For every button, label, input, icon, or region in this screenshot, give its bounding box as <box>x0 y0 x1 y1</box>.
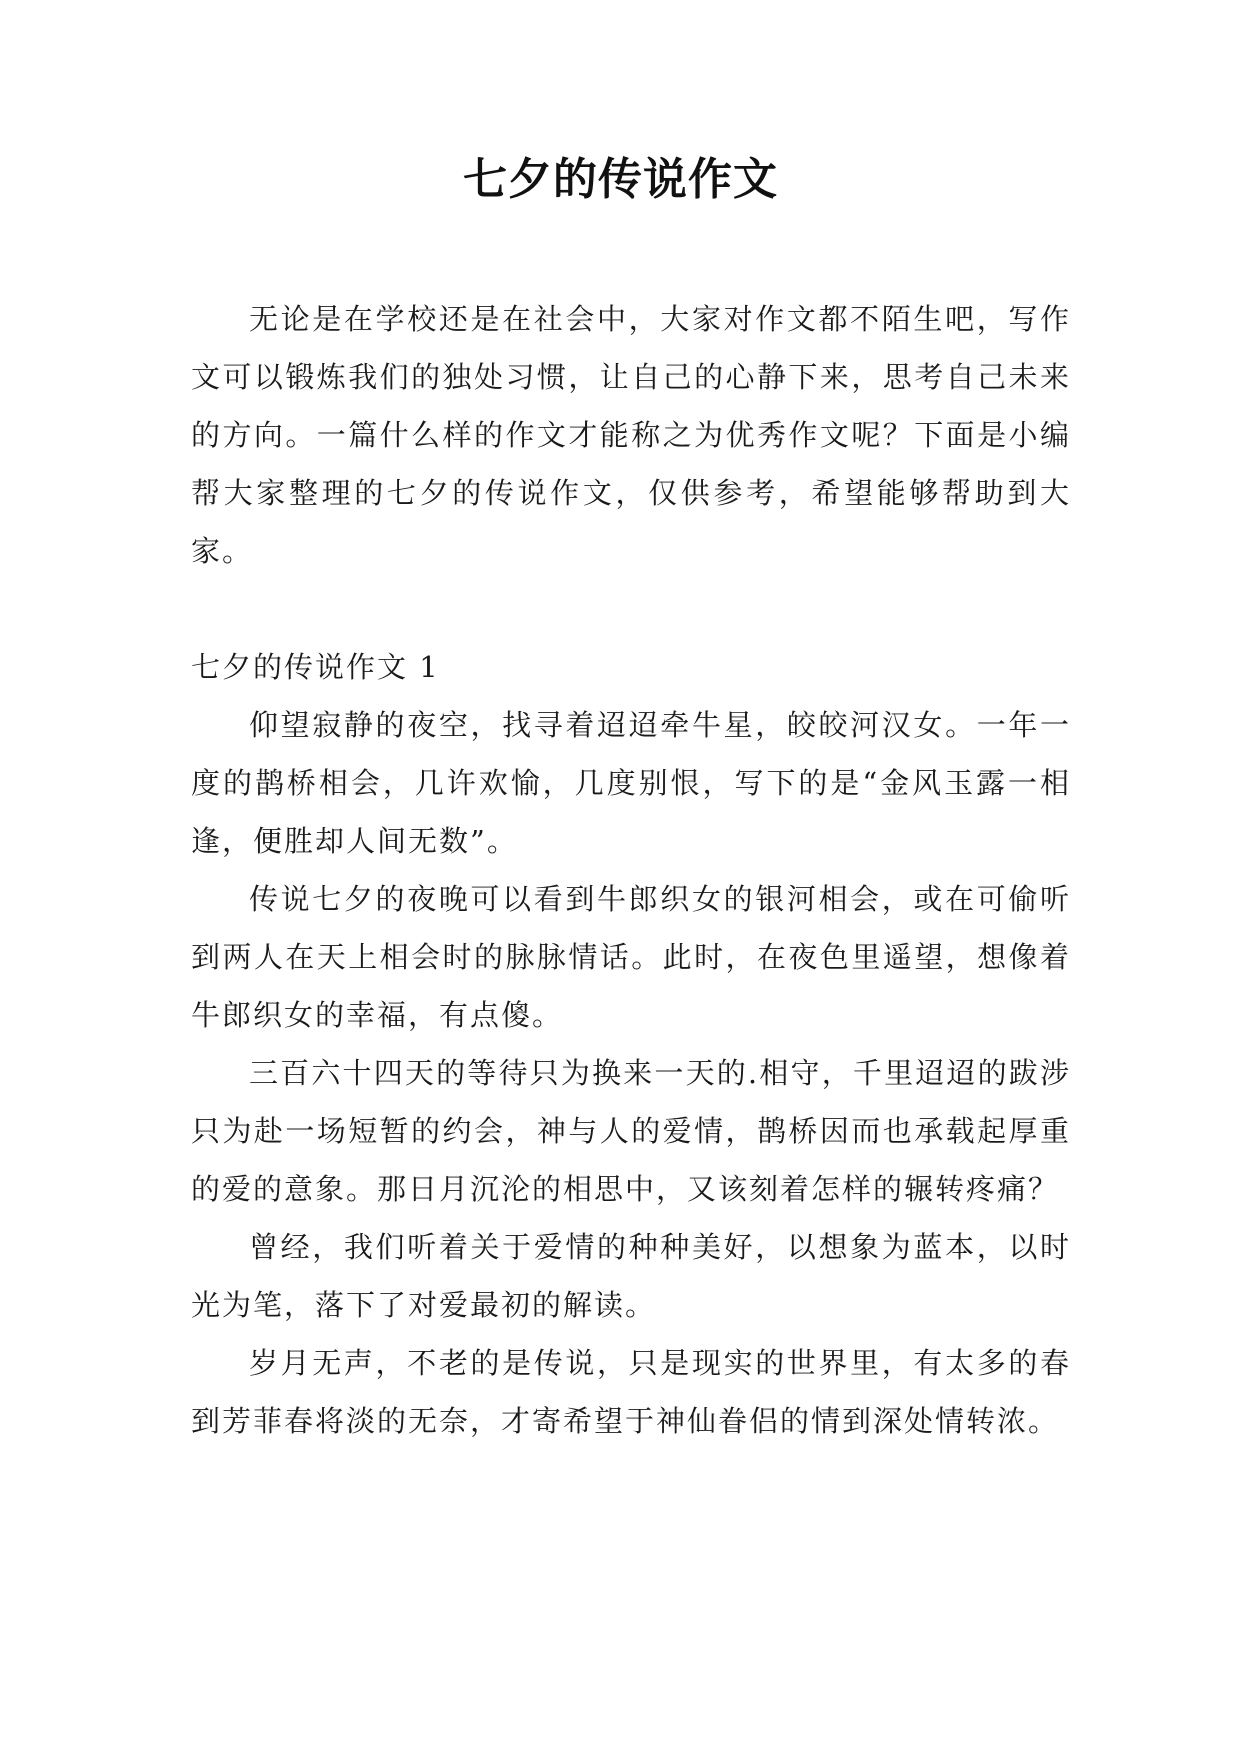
intro-paragraph: 无论是在学校还是在社会中，大家对作文都不陌生吧，写作文可以锻炼我们的独处习惯，让自己的心静下来，思考自己未来的方向。一篇什么样的作文才能称之为优秀作文呢？下面是小编帮大家整理的七夕的传说作文，仅供参考，希望能够帮助到大家。 <box>191 302 1071 568</box>
section-heading: 七夕的传说作文 1 <box>191 650 440 684</box>
body-paragraph-5: 岁月无声，不老的是传说，只是现实的世界里，有太多的春到芳菲春将淡的无奈，才寄希望于神仙眷侣的情到深处情转浓。 <box>191 1346 1071 1438</box>
body-paragraph-2: 传说七夕的夜晚可以看到牛郎织女的银河相会，或在可偷听到两人在天上相会时的脉脉情话。此时，在夜色里遥望，想像着牛郎织女的幸福，有点傻。 <box>191 882 1071 1032</box>
body-paragraph-1: 仰望寂静的夜空，找寻着迢迢牵牛星，皎皎河汉女。一年一度的鹊桥相会，几许欢愉，几度别恨，写下的是“金风玉露一相逢，便胜却人间无数”。 <box>191 708 1071 858</box>
body-paragraph-3: 三百六十四天的等待只为换来一天的.相守，千里迢迢的跋涉只为赴一场短暂的约会，神与人的爱情，鹊桥因而也承载起厚重的爱的意象。那日月沉沦的相思中，又该刻着怎样的辗转疼痛？ <box>191 1056 1071 1206</box>
document-body <box>191 290 1071 1450</box>
body-paragraph-4: 曾经，我们听着关于爱情的种种美好，以想象为蓝本，以时光为笔，落下了对爱最初的解读。 <box>191 1230 1071 1322</box>
document-title: 七夕的传说作文 <box>463 154 778 205</box>
